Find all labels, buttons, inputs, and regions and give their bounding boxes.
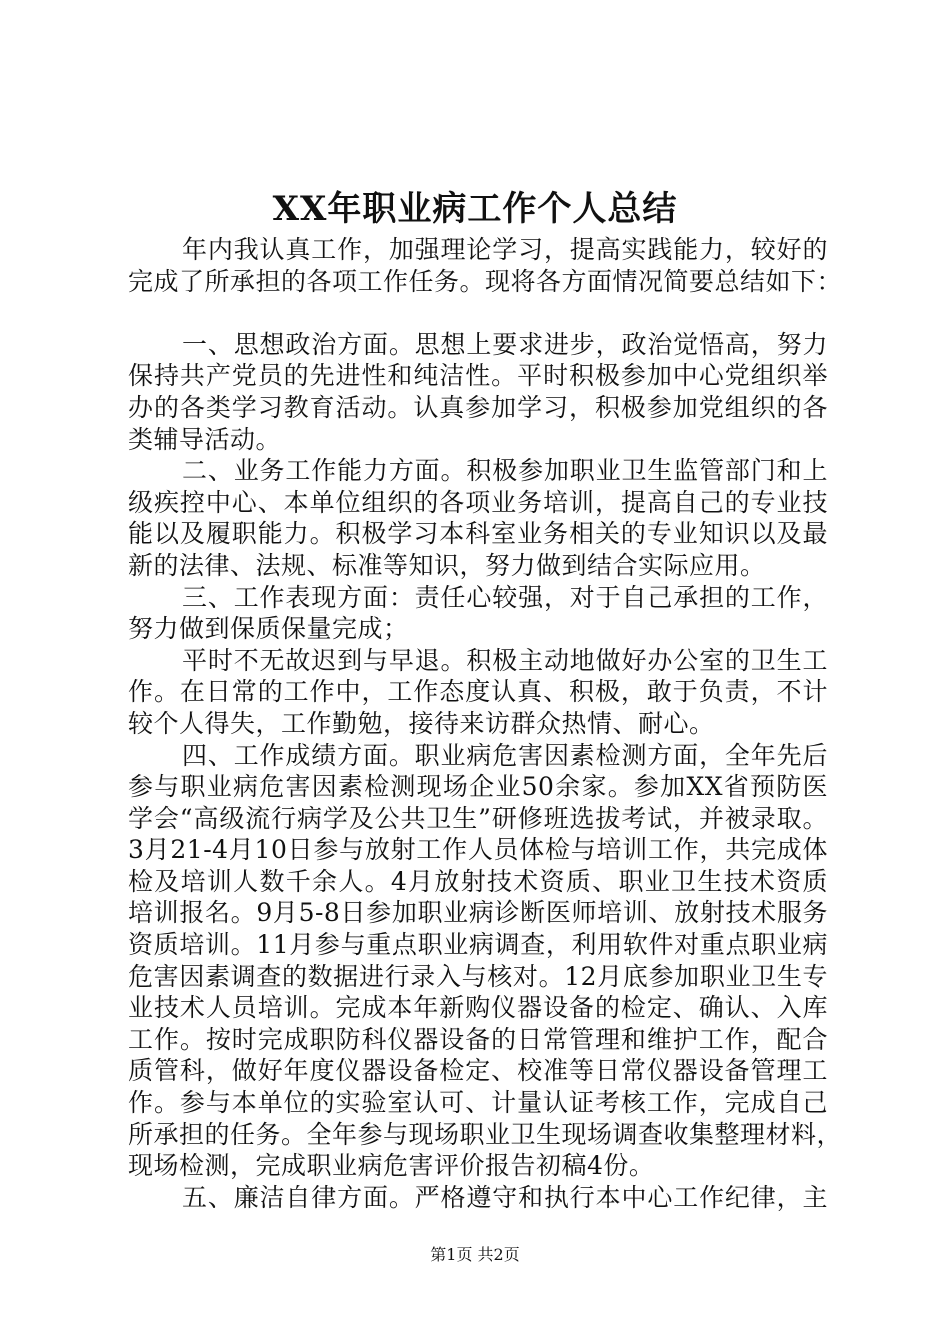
text-line: 培训报名。9月5-8日参加职业病诊断医师培训、放射技术服务	[128, 898, 828, 928]
text-line: 办的各类学习教育活动。认真参加学习，积极参加党组织的各	[128, 392, 828, 422]
text-line: 学会“高级流行病学及公共卫生”研修班选拔考试，并被录取。	[128, 803, 828, 833]
text-line: 业技术人员培训。完成本年新购仪器设备的检定、确认、入库	[128, 993, 828, 1023]
document-title: XX年职业病工作个人总结	[272, 189, 678, 229]
text-line: 参与职业病危害因素检测现场企业50余家。参加XX省预防医	[128, 772, 828, 802]
text-line: 作。参与本单位的实验室认可、计量认证考核工作，完成自己	[128, 1088, 828, 1118]
text-line: 危害因素调查的数据进行录入与核对。12月底参加职业卫生专	[128, 961, 828, 991]
document-body	[128, 234, 843, 1213]
text-line: 现场检测，完成职业病危害评价报告初稿4份。	[128, 1151, 655, 1181]
text-line: 检及培训人数千余人。4月放射技术资质、职业卫生技术资质	[128, 866, 828, 896]
text-line: 努力做到保质保量完成；	[128, 614, 409, 644]
text-line: 新的法律、法规、标准等知识，努力做到结合实际应用。	[128, 550, 766, 580]
text-line: 3月21-4月10日参与放射工作人员体检与培训工作，共完成体	[128, 835, 828, 865]
paragraph-gap	[128, 297, 828, 329]
text-line: 二、业务工作能力方面。积极参加职业卫生监管部门和上	[182, 456, 828, 486]
text-line: 五、廉洁自律方面。严格遵守和执行本中心工作纪律，主	[182, 1182, 828, 1212]
text-line: 保持共产党员的先进性和纯洁性。平时积极参加中心党组织举	[128, 361, 828, 391]
text-line: 四、工作成绩方面。职业病危害因素检测方面，全年先后	[182, 740, 828, 770]
text-line: 完成了所承担的各项工作任务。现将各方面情况简要总结如下：	[128, 266, 843, 296]
text-line: 质管科，做好年度仪器设备检定、校准等日常仪器设备管理工	[128, 1056, 828, 1086]
text-line: 能以及履职能力。积极学习本科室业务相关的专业知识以及最	[128, 519, 828, 549]
text-line: 工作。按时完成职防科仪器设备的日常管理和维护工作，配合	[128, 1024, 828, 1054]
page-number-footer: 第1页 共2页	[430, 1245, 520, 1264]
text-line: 类辅导活动。	[128, 424, 282, 454]
text-line: 平时不无故迟到与早退。积极主动地做好办公室的卫生工	[182, 645, 828, 675]
text-line: 较个人得失，工作勤勉，接待来访群众热情、耐心。	[128, 708, 715, 738]
text-line: 所承担的任务。全年参与现场职业卫生现场调查收集整理材料，	[128, 1119, 843, 1149]
text-line: 资质培训。11月参与重点职业病调查，利用软件对重点职业病	[128, 930, 828, 960]
text-line: 年内我认真工作，加强理论学习，提高实践能力，较好的	[182, 235, 828, 264]
text-line: 级疾控中心、本单位组织的各项业务培训，提高自己的专业技	[128, 487, 828, 517]
text-line: 一、思想政治方面。思想上要求进步，政治觉悟高，努力	[182, 329, 828, 359]
text-line: 三、工作表现方面：责任心较强，对于自己承担的工作，	[182, 582, 828, 612]
text-line: 作。在日常的工作中，工作态度认真、积极，敢于负责，不计	[128, 677, 828, 707]
